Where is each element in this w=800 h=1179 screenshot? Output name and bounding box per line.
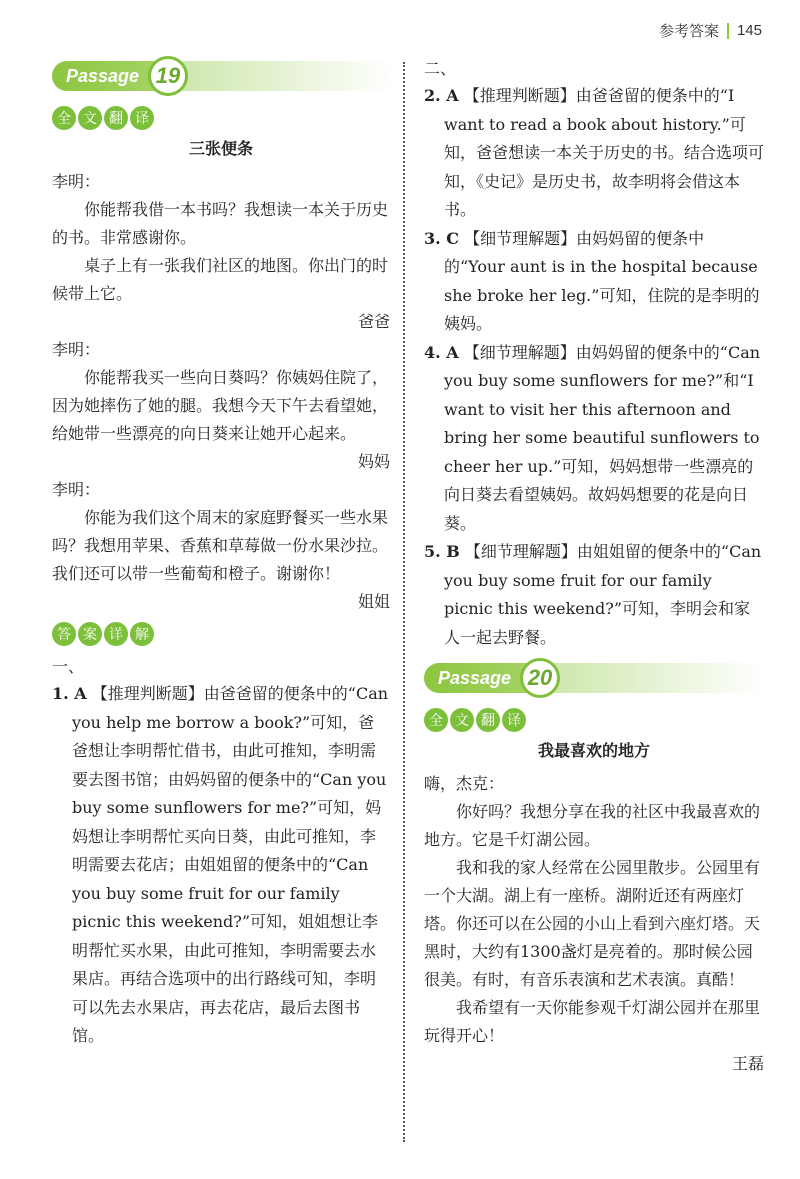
right-column [424, 56, 764, 1078]
answer-number: 1. A [52, 684, 87, 703]
answer-tag: 答 案 详 解 [52, 622, 390, 646]
passage-label: Passage [52, 61, 172, 91]
answer-item [424, 225, 764, 339]
note-body: 桌子上有一张我们社区的地图。你出门的时候带上它。 [52, 256, 389, 303]
answer-item [424, 538, 764, 652]
answer-number: 5. B [424, 542, 460, 561]
column-divider [403, 62, 405, 1142]
answer-number: 3. C [424, 228, 460, 248]
answer-explanation: 【推理判断题】由爸爸留的便条中的“Can you help me borrow a book?”可知，爸爸想让李明帮忙借书，由此可推知，李明需要去图书馆；由妈妈留的便条中的“Can you buy some sunflowers for me?”可知，妈妈想让李明帮忙买向日葵，由此可推知，李明需要去花店；由姐姐留的便条中的“Can you buy some fruit for our family picnic this weekend?”可知，姐姐想让李明帮忙买水果，由此可推知，李明需要去水果店。再结合选项中的出行路线可知，李明可以先去水果店，再去花店，最后去图书馆。 [72, 684, 389, 1045]
passage-title: 三张便条 [188, 139, 253, 158]
part-one-label: 一、 [52, 657, 85, 676]
left-column [52, 56, 390, 1051]
note-body: 你能帮我买一些向日葵吗？你姨妈住院了，因为她摔伤了她的腿。我想今天下午去看望她，给她带一些漂亮的向日葵来让她开心起来。 [52, 368, 389, 443]
translation-tag: 全 文 翻 译 [52, 106, 390, 130]
letter-paragraph: 我希望有一天你能参观千灯湖公园并在那里玩得开心！ [424, 998, 761, 1045]
note-greeting: 李明： [52, 340, 101, 359]
answer-explanation: 【推理判断题】由爸爸留的便条中的“I want to read a book about history.”可知，爸爸想读一本关于历史的书。结合选项可知，《史记》是历史书，故李明将会借这本书。 [444, 86, 765, 219]
page-number: 145 [736, 22, 762, 39]
header-divider [727, 23, 729, 39]
note-body: 你能帮我借一本书吗？我想读一本关于历史的书。非常感谢你。 [52, 200, 389, 247]
answer-explanation: 【细节理解题】由妈妈留的便条中的“Can you buy some sunflowers for me?”和“I want to visit her this afternoon and bring her some beautiful sunflowers to cheer her up.”可知，妈妈想带一些漂亮的向日葵去看望姨妈。故妈妈想要的花是向日葵。 [444, 342, 761, 533]
translation-tag: 全 文 翻 译 [424, 708, 764, 732]
answer-number: 2. A [424, 86, 459, 105]
letter-paragraph: 我和我的家人经常在公园里散步。公园里有一个大湖。湖上有一座桥。湖附近还有两座灯塔。你还可以在公园的小山上看到六座灯塔。天黑时，大约有1300盏灯是亮着的。那时候公园很美。有时，有音乐表演和艺术表演。真酷！ [424, 858, 761, 989]
note-signature: 姐姐 [357, 592, 390, 611]
answer-explanation: 【细节理解题】由姐姐留的便条中的“Can you buy some fruit for our family picnic this weekend?”可知，李明会和家人一起去野餐。 [444, 542, 762, 647]
note-body: 你能为我们这个周末的家庭野餐买一些水果吗？我想用苹果、香蕉和草莓做一份水果沙拉。我们还可以带一些葡萄和橙子。谢谢你！ [52, 508, 389, 583]
answer-item [52, 680, 390, 1051]
note-signature: 妈妈 [357, 452, 390, 471]
passage-20-banner [424, 658, 764, 698]
answer-explanation: 【细节理解题】由妈妈留的便条中的“Your aunt is in the hospital because she broke her leg.”可知，住院的是李明的姨妈。 [444, 228, 760, 333]
part-two-label: 二、 [424, 59, 457, 78]
passage-label: Passage [424, 663, 544, 693]
answer-number: 4. A [424, 342, 459, 362]
note-greeting: 李明： [52, 480, 101, 499]
header-section: 参考答案 [658, 23, 719, 40]
passage-number: 19 [148, 56, 188, 96]
passage-number: 20 [520, 658, 560, 698]
passage-19-banner [52, 56, 390, 96]
answer-item [424, 82, 764, 225]
note-mom [52, 336, 390, 476]
note-greeting: 李明： [52, 172, 101, 191]
note-sister [52, 476, 390, 616]
passage-title: 我最喜欢的地方 [537, 741, 650, 760]
answer-item [424, 339, 764, 539]
page-header [659, 20, 762, 41]
note-signature: 爸爸 [357, 312, 390, 331]
note-dad [52, 168, 390, 336]
letter-signature: 王磊 [731, 1054, 764, 1073]
letter-paragraph: 你好吗？我想分享在我的社区中我最喜欢的地方。它是千灯湖公园。 [424, 802, 761, 849]
letter-greeting: 嗨，杰克： [424, 774, 505, 793]
